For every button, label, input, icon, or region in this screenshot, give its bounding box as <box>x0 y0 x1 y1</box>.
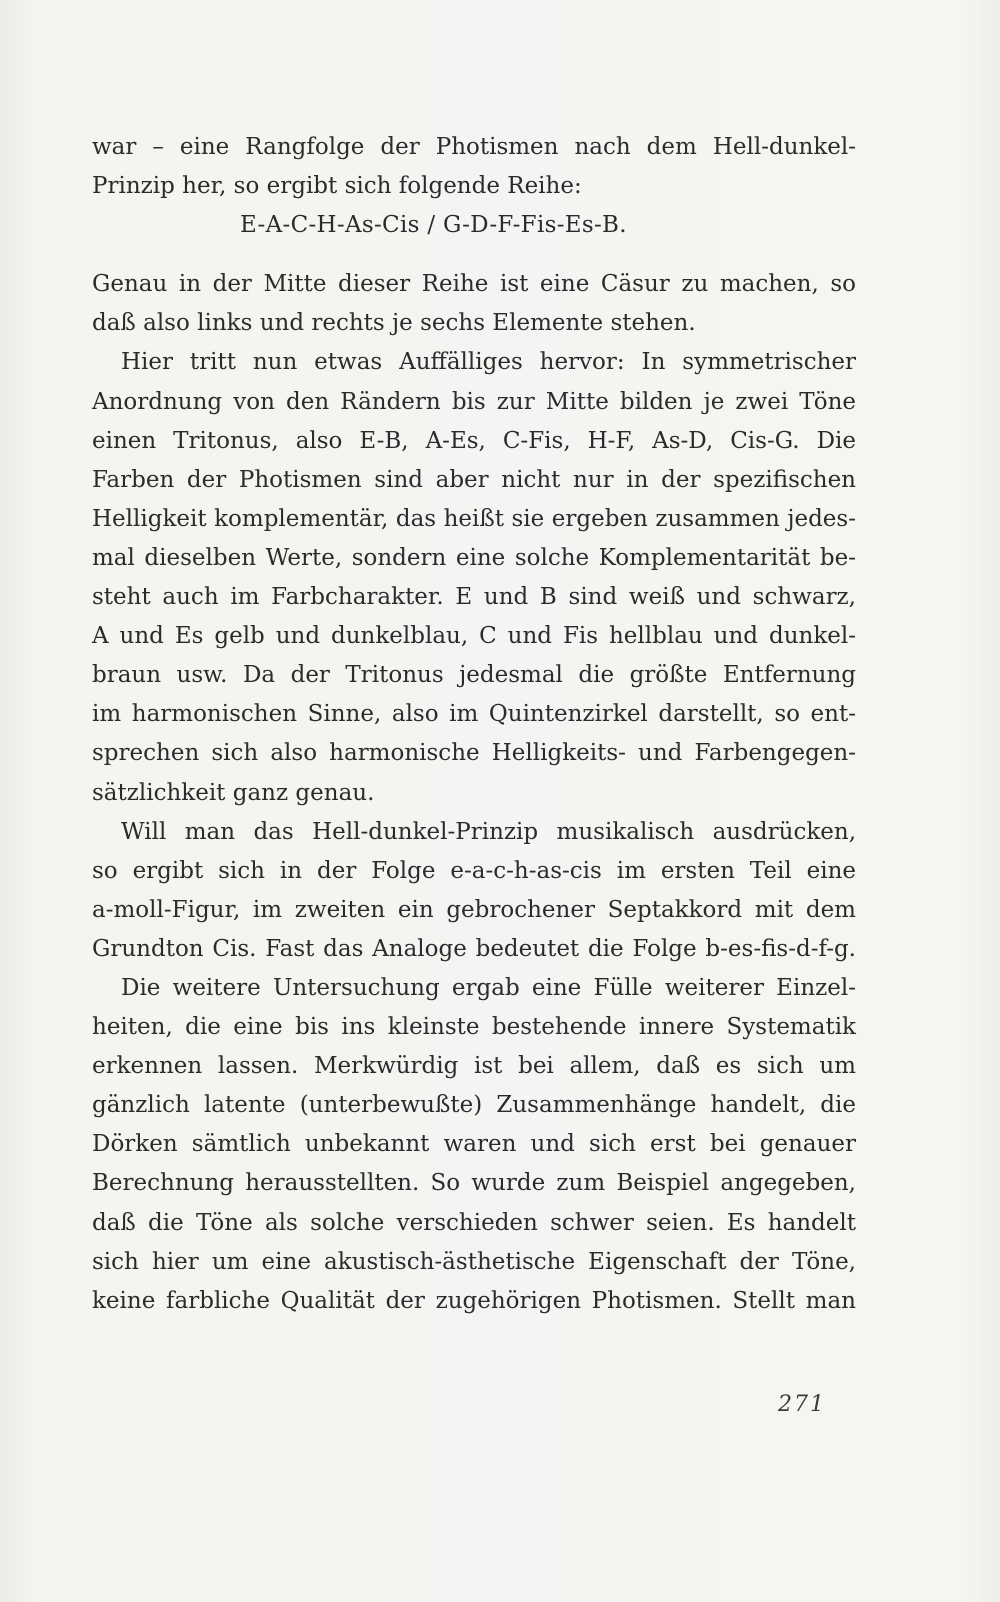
text-line: Anordnung von den Rändern bis zur Mitte bilden je zwei Töne <box>92 388 856 415</box>
text-line: so ergibt sich in der Folge e-a-c-h-as-cis im ersten Teil eine <box>92 857 856 884</box>
text-line: daß die Töne als solche verschieden schwer seien. Es handelt <box>92 1209 856 1236</box>
text-line: steht auch im Farbcharakter. E und B sind weiß und schwarz, <box>92 584 856 611</box>
text-line: Grundton Cis. Fast das Analoge bedeutet die Folge b-es-fis-d-f-g. <box>92 935 856 962</box>
text-line: sich hier um eine akustisch-ästhetische Eigenschaft der Töne, <box>92 1248 856 1275</box>
text-line: Genau in der Mitte dieser Reihe ist eine Cäsur zu machen, so <box>92 271 856 298</box>
page-number: 271 <box>778 1392 826 1417</box>
tone-sequence: E-A-C-H-As-Cis / G-D-F-Fis-Es-B. <box>240 212 627 239</box>
text-line: Dörken sämtlich unbekannt waren und sich erst bei genauer <box>92 1131 856 1158</box>
text-line: Berechnung herausstellten. So wurde zum Beispiel angegeben, <box>92 1170 856 1197</box>
text-line: A und Es gelb und dunkelblau, C und Fis hellblau und dunkel- <box>92 623 856 650</box>
text-line: erkennen lassen. Merkwürdig ist bei allem, daß es sich um <box>92 1053 856 1080</box>
text-line: Helligkeit komplementär, das heißt sie ergeben zusammen jedes- <box>92 505 856 532</box>
text-line: einen Tritonus, also E-B, A-Es, C-Fis, H-F, As-D, Cis-G. Die <box>92 427 856 454</box>
text-line: gänzlich latente (unterbewußte) Zusammenhänge handelt, die <box>92 1092 856 1119</box>
text-line: war – eine Rangfolge der Photismen nach dem Hell-dunkel- <box>92 134 856 160</box>
text-line: a-moll-Figur, im zweiten ein gebrochener Septakkord mit dem <box>92 896 856 923</box>
text-line: sprechen sich also harmonische Helligkeits- und Farbengegen- <box>92 740 856 767</box>
text-line: sätzlichkeit ganz genau. <box>92 779 375 806</box>
text-line: Farben der Photismen sind aber nicht nur in der spezifischen <box>92 466 856 493</box>
text-line: Hier tritt nun etwas Auffälliges hervor: In symmetrischer <box>121 349 856 376</box>
text-line: heiten, die eine bis ins kleinste bestehende innere Systematik <box>92 1014 856 1041</box>
paragraph-gap <box>92 245 856 265</box>
text-line: braun usw. Da der Tritonus jedesmal die größte Entfernung <box>92 662 856 689</box>
text-line: daß also links und rechts je sechs Elemente stehen. <box>92 310 696 337</box>
text-line: Prinzip her, so ergibt sich folgende Reihe: <box>92 173 582 200</box>
text-line: im harmonischen Sinne, also im Quintenzirkel darstellt, so ent- <box>92 701 856 728</box>
body-text <box>92 128 856 1321</box>
text-line: mal dieselben Werte, sondern eine solche Komplementarität be- <box>92 544 856 571</box>
text-line: Die weitere Untersuchung ergab eine Fülle weiterer Einzel- <box>121 974 856 1001</box>
text-line: Will man das Hell-dunkel-Prinzip musikalisch ausdrücken, <box>121 818 856 845</box>
text-line: keine farbliche Qualität der zugehörigen Photismen. Stellt man <box>92 1287 856 1314</box>
